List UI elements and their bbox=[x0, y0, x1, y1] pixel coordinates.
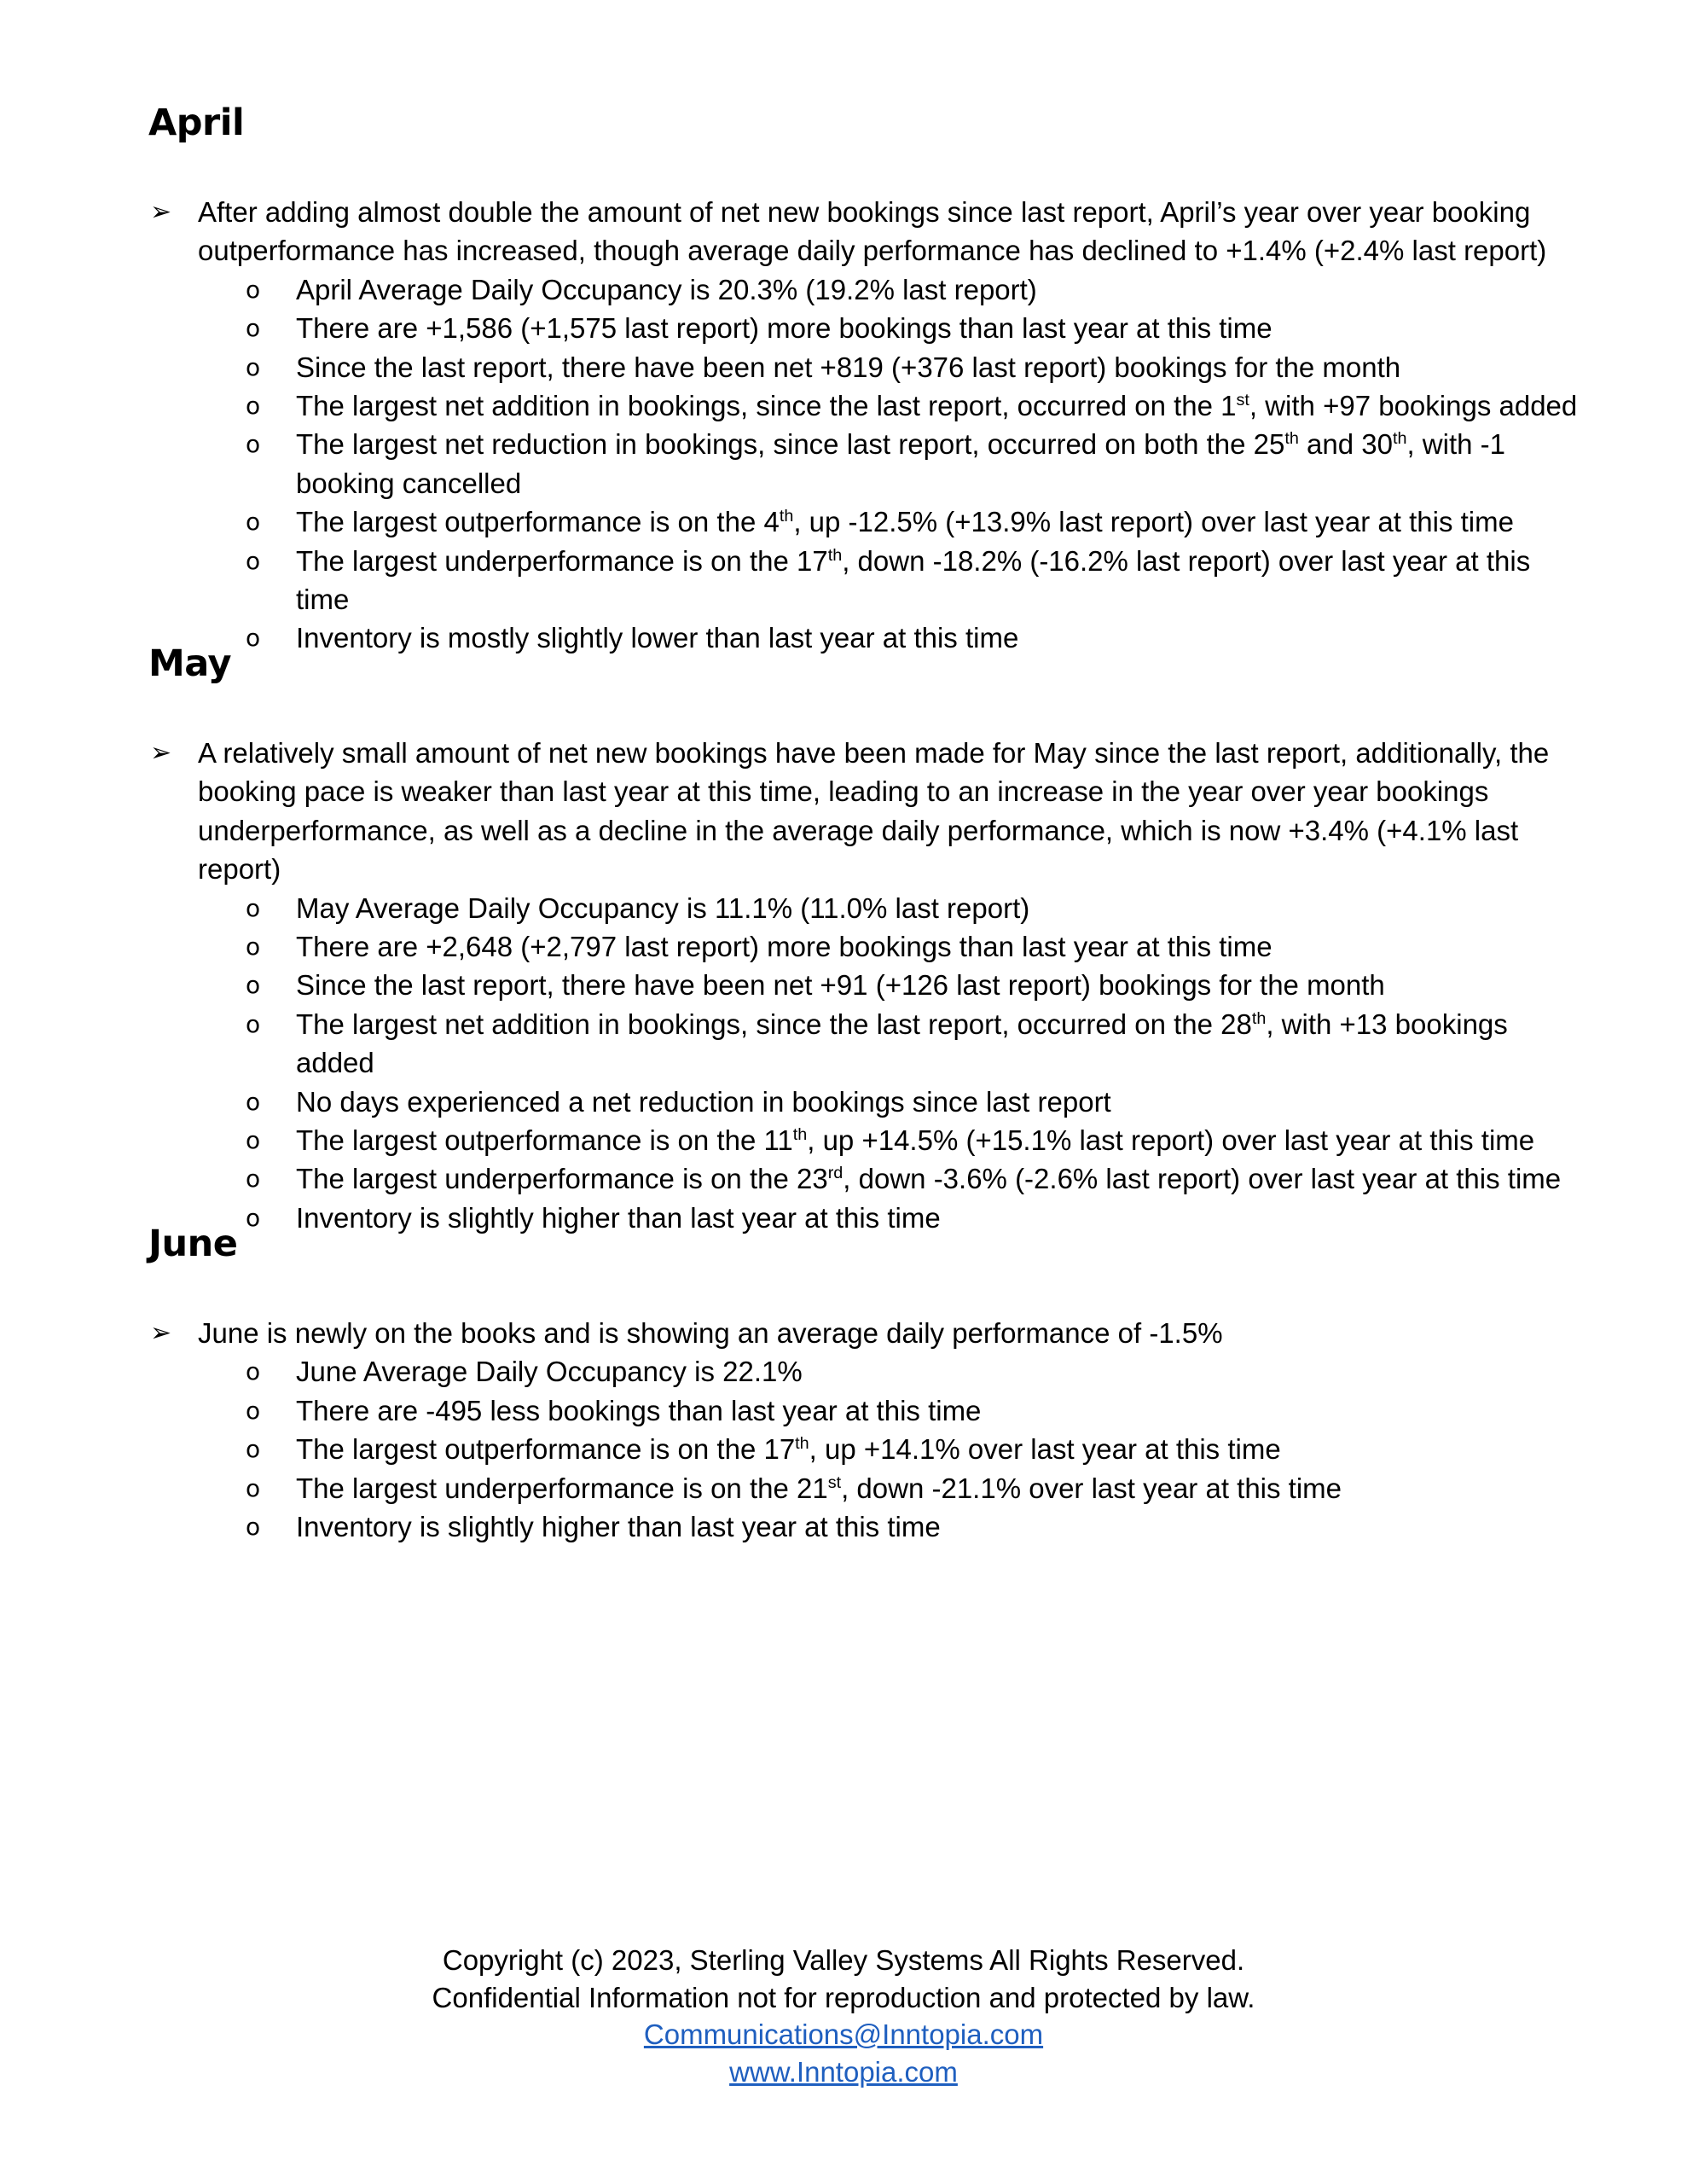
circle-bullet-icon: o bbox=[246, 1513, 261, 1542]
list-item-text: The largest underperformance is on the 23 bbox=[296, 1163, 828, 1195]
list-item-text: Since the last report, there have been net +819 (+376 last report) bookings for the month bbox=[296, 351, 1401, 383]
circle-bullet-icon: o bbox=[246, 893, 261, 922]
list-item-text: Inventory is mostly slightly lower than last year at this time bbox=[296, 622, 1019, 654]
circle-bullet-icon: o bbox=[246, 508, 261, 537]
ordinal-suffix: th bbox=[795, 1434, 809, 1454]
list-item bbox=[148, 1199, 1588, 1237]
list-item bbox=[148, 425, 1588, 502]
list-item bbox=[148, 270, 1588, 309]
list-item-text: Inventory is slightly higher than last year at this time bbox=[296, 1511, 941, 1543]
circle-bullet-icon: o bbox=[246, 1435, 261, 1464]
list-item-text: , with +97 bookings added bbox=[1249, 390, 1578, 422]
list-item-text: There are +1,586 (+1,575 last report) more bookings than last year at this time bbox=[296, 312, 1272, 345]
list-item-text: and 30 bbox=[1298, 428, 1393, 461]
circle-bullet-icon: o bbox=[246, 314, 261, 343]
list-item-text: , down -18.2% (-16.2% last report) over last year at this time bbox=[296, 544, 1531, 616]
lead-bullet bbox=[148, 1314, 1598, 1352]
lead-bullet bbox=[148, 734, 1598, 889]
list-item-text: June Average Daily Occupancy is 22.1% bbox=[296, 1356, 803, 1388]
list-item-text: There are +2,648 (+2,797 last report) more bookings than last year at this time bbox=[296, 931, 1272, 963]
circle-bullet-icon: o bbox=[246, 1396, 261, 1425]
ordinal-suffix: rd bbox=[827, 1164, 844, 1183]
list-item bbox=[148, 309, 1588, 347]
list-item bbox=[148, 386, 1588, 425]
circle-bullet-icon: o bbox=[246, 430, 261, 459]
ordinal-suffix: th bbox=[1392, 429, 1407, 449]
circle-bullet-icon: o bbox=[246, 546, 261, 575]
section-heading-april: April bbox=[148, 102, 245, 144]
circle-bullet-icon: o bbox=[246, 1473, 261, 1502]
arrowhead-bullet-icon: ➢ bbox=[150, 1318, 172, 1348]
list-item-text: Inventory is slightly higher than last year at this time bbox=[296, 1201, 941, 1234]
list-item-text: , down -3.6% (-2.6% last report) over last year at this time bbox=[843, 1163, 1562, 1195]
ordinal-suffix: th bbox=[779, 507, 794, 526]
email-link[interactable]: Communications@Inntopia.com bbox=[643, 2018, 1044, 2050]
circle-bullet-icon: o bbox=[246, 932, 261, 961]
circle-bullet-icon: o bbox=[246, 1087, 261, 1116]
circle-bullet-icon: o bbox=[246, 1203, 261, 1232]
list-item-text: The largest net addition in bookings, since the last report, occurred on the 28 bbox=[296, 1008, 1252, 1040]
list-item-text: The largest outperformance is on the 4 bbox=[296, 506, 780, 538]
ordinal-suffix: th bbox=[1251, 1008, 1267, 1028]
circle-bullet-icon: o bbox=[246, 1357, 261, 1386]
sub-bullet-list bbox=[148, 889, 1598, 1238]
lead-text: June is newly on the books and is showing an average daily performance of -1.5% bbox=[198, 1317, 1223, 1349]
list-item bbox=[148, 619, 1588, 657]
circle-bullet-icon: o bbox=[246, 352, 261, 381]
list-item bbox=[148, 889, 1588, 927]
list-item-text: Since the last report, there have been net +91 (+126 last report) bookings for the month bbox=[296, 969, 1385, 1002]
list-item bbox=[148, 542, 1588, 619]
lead-text: A relatively small amount of net new bookings have been made for May since the last report, additionally, the booking pace is weaker than last year at this time, leading to an increase in the year over year bookings underperformance, as well as a decline in the average daily performance, which is now +3.4% (+4.1% last report) bbox=[198, 737, 1550, 886]
list-item-text: April Average Daily Occupancy is 20.3% (19.2% last report) bbox=[296, 273, 1037, 305]
confidential-notice: Confidential Information not for reproduction and protected by law. bbox=[432, 1981, 1255, 2013]
circle-bullet-icon: o bbox=[246, 275, 261, 304]
ordinal-suffix: th bbox=[1284, 429, 1299, 449]
list-item bbox=[148, 502, 1588, 541]
arrowhead-bullet-icon: ➢ bbox=[150, 738, 172, 768]
arrowhead-bullet-icon: ➢ bbox=[150, 197, 172, 227]
list-item-text: , up -12.5% (+13.9% last report) over last year at this time bbox=[793, 506, 1514, 538]
list-item-text: , up +14.5% (+15.1% last report) over last year at this time bbox=[807, 1124, 1535, 1157]
list-item-text: The largest net addition in bookings, since the last report, occurred on the 1 bbox=[296, 390, 1237, 422]
list-item bbox=[148, 348, 1588, 386]
list-item bbox=[148, 1430, 1588, 1468]
list-item bbox=[148, 1391, 1588, 1430]
list-item bbox=[148, 1005, 1588, 1083]
list-item-text: There are -495 less bookings than last year at this time bbox=[296, 1394, 982, 1426]
circle-bullet-icon: o bbox=[246, 392, 261, 421]
sub-bullet-list bbox=[148, 270, 1598, 658]
list-item-text: The largest outperformance is on the 17 bbox=[296, 1433, 796, 1466]
circle-bullet-icon: o bbox=[246, 1165, 261, 1194]
list-item bbox=[148, 1352, 1588, 1391]
lead-bullet bbox=[148, 193, 1598, 270]
section-april bbox=[148, 193, 1598, 658]
list-item-text: , with -1 booking cancelled bbox=[296, 428, 1506, 499]
section-may bbox=[148, 734, 1598, 1237]
list-item-text: The largest underperformance is on the 17 bbox=[296, 544, 828, 577]
ordinal-suffix: th bbox=[827, 545, 843, 565]
section-heading-june: June bbox=[148, 1223, 238, 1265]
ordinal-suffix: st bbox=[1236, 391, 1249, 410]
sub-bullet-list bbox=[148, 1352, 1598, 1546]
list-item-text: , down -21.1% over last year at this time bbox=[841, 1472, 1342, 1504]
list-item bbox=[148, 966, 1588, 1004]
list-item bbox=[148, 1083, 1588, 1121]
list-item-text: No days experienced a net reduction in bookings since last report bbox=[296, 1085, 1111, 1118]
section-june bbox=[148, 1314, 1598, 1546]
list-item-text: The largest underperformance is on the 21 bbox=[296, 1472, 828, 1504]
circle-bullet-icon: o bbox=[246, 1009, 261, 1038]
ordinal-suffix: th bbox=[792, 1125, 808, 1145]
circle-bullet-icon: o bbox=[246, 1126, 261, 1155]
list-item bbox=[148, 1159, 1588, 1198]
ordinal-suffix: st bbox=[827, 1472, 842, 1492]
section-heading-may: May bbox=[148, 642, 232, 685]
list-item bbox=[148, 1121, 1588, 1159]
page-footer bbox=[0, 1942, 1687, 2090]
list-item-text: May Average Daily Occupancy is 11.1% (11.0% last report) bbox=[296, 892, 1030, 924]
lead-text: After adding almost double the amount of net new bookings since last report, April’s year over year booking outperformance has increased, though average daily performance has declined to +1.4% (+2.4% last report) bbox=[198, 196, 1547, 267]
list-item-text: , up +14.1% over last year at this time bbox=[809, 1433, 1281, 1466]
list-item bbox=[148, 927, 1588, 966]
list-item bbox=[148, 1507, 1588, 1546]
list-item-text: The largest outperformance is on the 11 bbox=[296, 1124, 793, 1157]
copyright-text: Copyright (c) 2023, Sterling Valley Systems All Rights Reserved. bbox=[442, 1944, 1245, 1976]
website-link[interactable]: www.Inntopia.com bbox=[729, 2055, 958, 2088]
list-item bbox=[148, 1469, 1588, 1507]
circle-bullet-icon: o bbox=[246, 624, 261, 653]
list-item-text: , with +13 bookings added bbox=[296, 1008, 1508, 1079]
circle-bullet-icon: o bbox=[246, 971, 261, 1000]
list-item-text: The largest net reduction in bookings, since last report, occurred on both the 25 bbox=[296, 428, 1285, 461]
